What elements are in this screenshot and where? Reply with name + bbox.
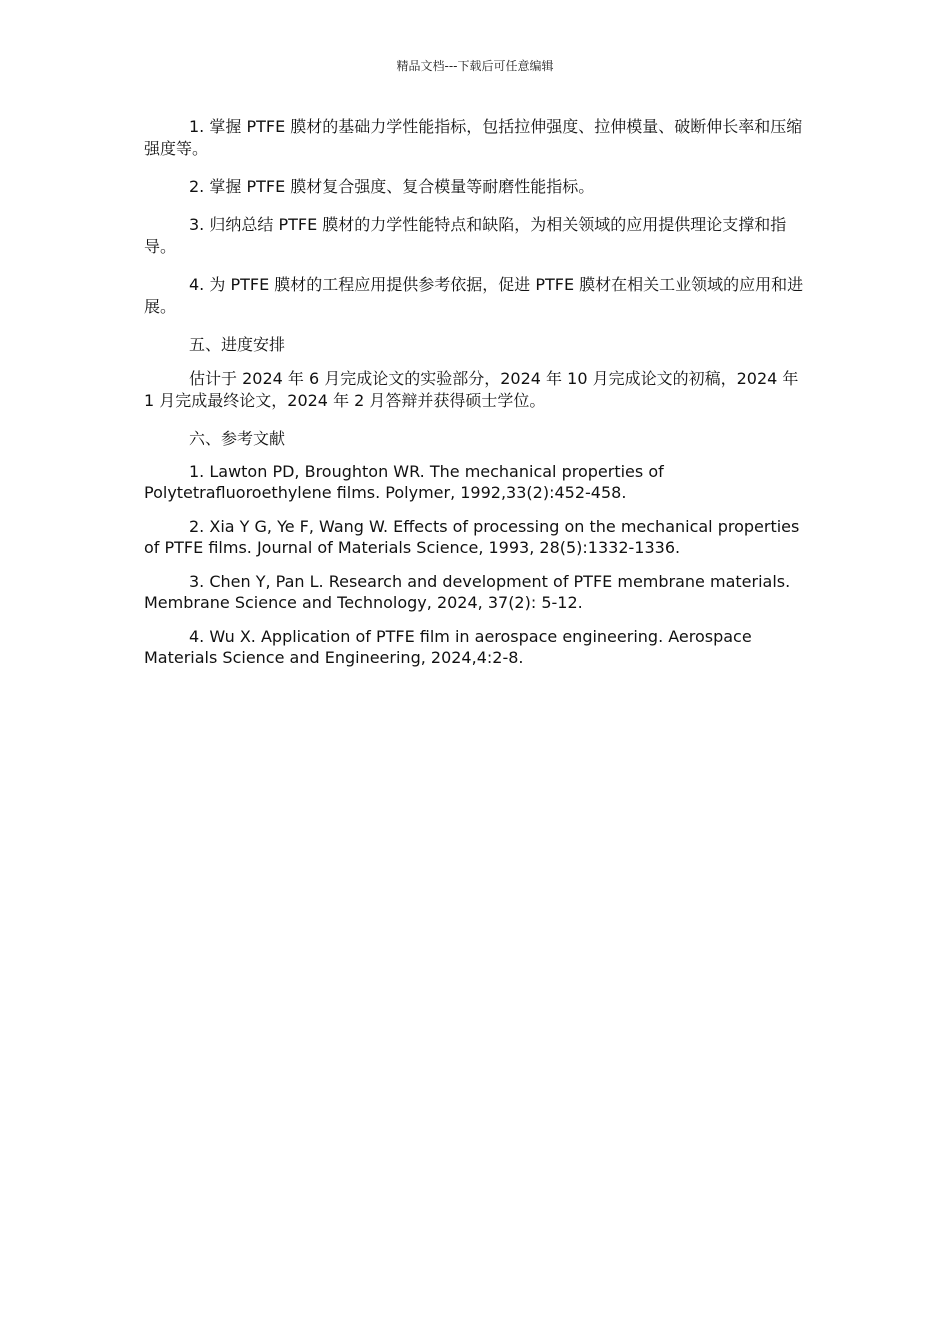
document-body bbox=[144, 116, 808, 682]
section-heading-references: 六、参考文献 bbox=[189, 429, 286, 448]
reference-item: 4. Wu X. Application of PTFE film in aerospace engineering. Aerospace Materials Science and Engineering, 2024,4:2-8. bbox=[144, 627, 752, 667]
objective-item: 4. 为 PTFE 膜材的工程应用提供参考依据，促进 PTFE 膜材在相关工业领域的应用和进展。 bbox=[144, 275, 804, 316]
objective-item: 2. 掌握 PTFE 膜材复合强度、复合模量等耐磨性能指标。 bbox=[189, 177, 595, 196]
section-heading-schedule: 五、进度安排 bbox=[189, 335, 286, 354]
reference-item: 3. Chen Y, Pan L. Research and development of PTFE membrane materials. Membrane Science and Technology, 2024, 37(2): 5-12. bbox=[144, 572, 791, 612]
reference-item: 1. Lawton PD, Broughton WR. The mechanical properties of Polytetrafluoroethylene films. Polymer, 1992,33(2):452-458. bbox=[144, 462, 664, 502]
page-header: 精品文档---下载后可任意编辑 bbox=[396, 59, 554, 73]
objective-item: 1. 掌握 PTFE 膜材的基础力学性能指标，包括拉伸强度、拉伸模量、破断伸长率和压缩强度等。 bbox=[144, 117, 803, 158]
objective-item: 3. 归纳总结 PTFE 膜材的力学性能特点和缺陷，为相关领域的应用提供理论支撑和指导。 bbox=[144, 215, 787, 256]
schedule-paragraph: 估计于 2024 年 6 月完成论文的实验部分，2024 年 10 月完成论文的初稿，2024 年 1 月完成最终论文，2024 年 2 月答辩并获得硕士学位。 bbox=[144, 369, 799, 410]
reference-item: 2. Xia Y G, Ye F, Wang W. Effects of processing on the mechanical properties of PTFE films. Journal of Materials Science, 1993, 28(5):1332-1336. bbox=[144, 517, 800, 557]
